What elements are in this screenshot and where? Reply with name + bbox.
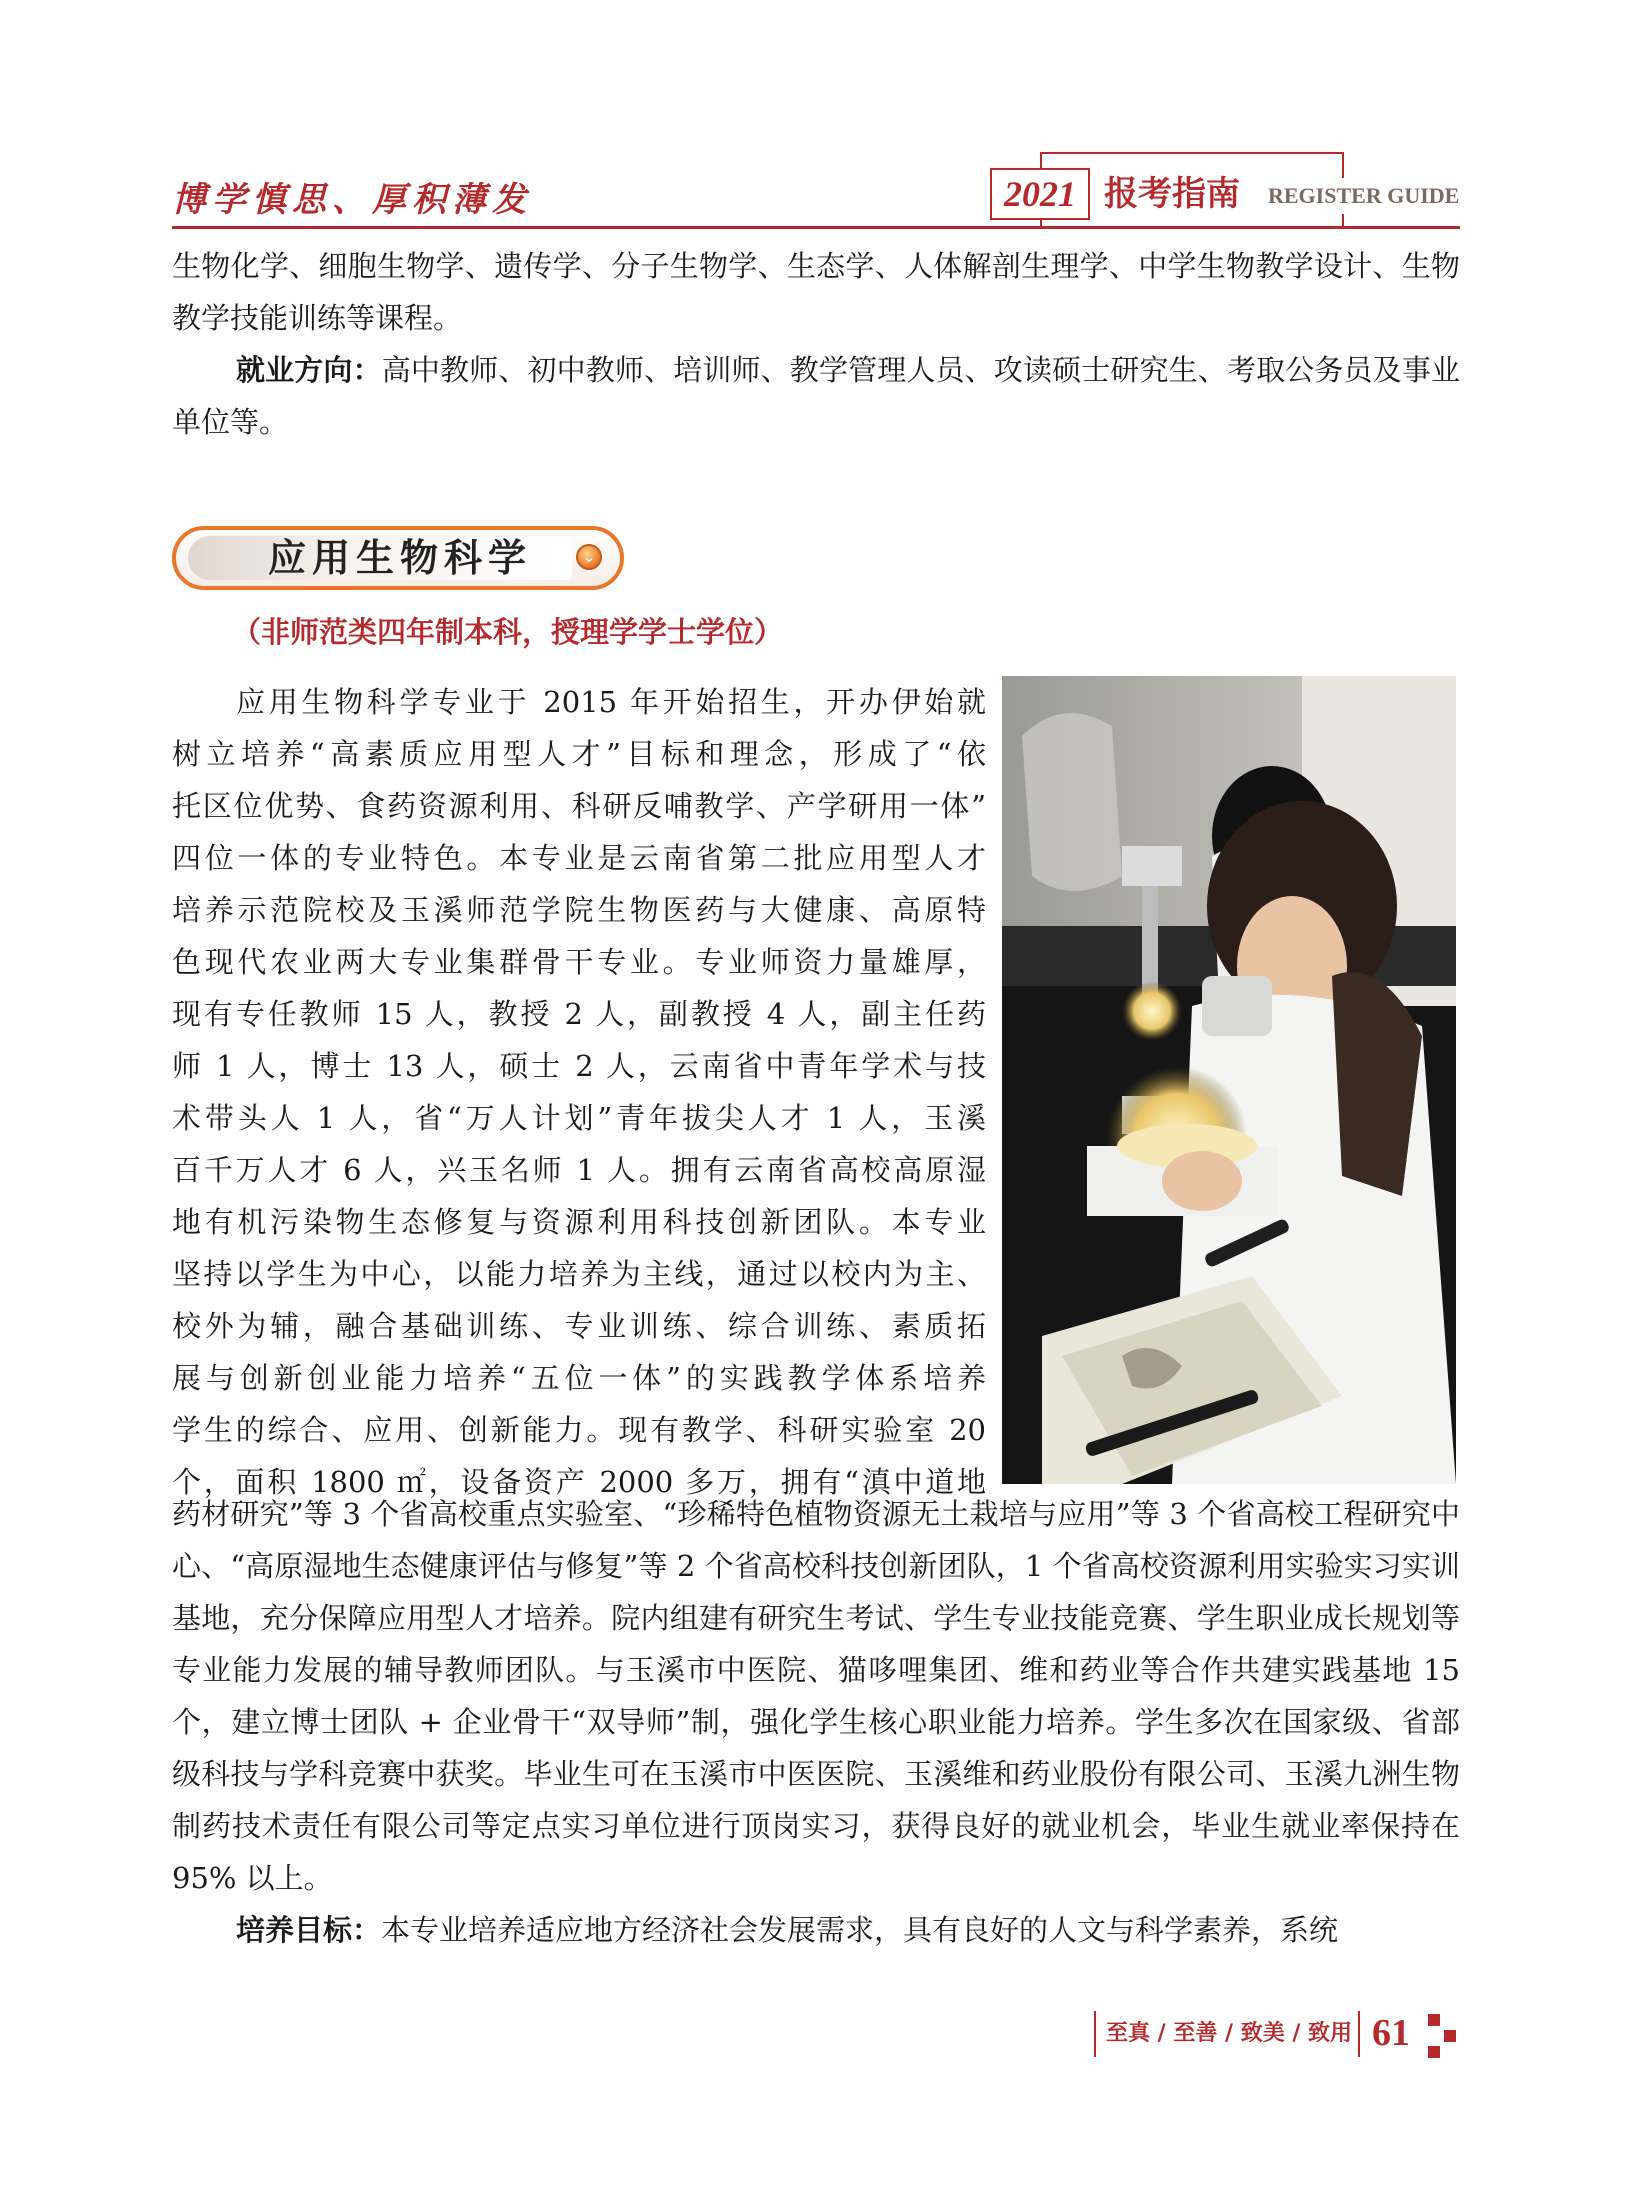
footer-square — [1444, 2030, 1456, 2042]
body-line: 校外为辅，融合基础训练、专业训练、综合训练、素质拓 — [172, 1309, 986, 1343]
body-line: 个，面积 1800 ㎡，设备资产 2000 多万，拥有“滇中道地 — [172, 1465, 986, 1499]
header-divider — [172, 226, 1460, 229]
header-guide-title: 报考指南 — [1104, 174, 1240, 214]
page-number: 61 — [1372, 2012, 1410, 2054]
section-subtitle: （非师范类四年制本科，授理学学士学位） — [232, 615, 784, 649]
body-line: 色现代农业两大专业集群骨干专业。专业师资力量雄厚， — [172, 945, 986, 979]
body-text-continuation: 药材研究”等 3 个省高校重点实验室、“珍稀特色植物资源无土栽培与应用”等 3 个省高校工程研究中心、“高原湿地生态健康评估与修复”等 2 个省高校科技创新团队，1 个省高校资源利用实验实习实训基地，充分保障应用型人才培养。院内组建有研究生考试、学生专业技能竞赛、学生职业成长规划等专业能力发展的辅导教师团队。与玉溪市中医院、猫哆哩集团、维和药业等合作共建实践基地 15 个，建立博士团队 + 企业骨干“双导师”制，强化学生核心职业能力培养。学生多次在国家级、省部级科技与学科竞赛中获奖。毕业生可在玉溪市中医医院、玉溪维和药业股份有限公司、玉溪九洲生物制药技术责任有限公司等定点实习单位进行顶岗实习，获得良好的就业机会，毕业生就业率保持在 95% 以上。 — [172, 1497, 1460, 1895]
section-title: 应用生物科学 — [268, 535, 533, 580]
body-line: 四位一体的专业特色。本专业是云南省第二批应用型人才 — [172, 841, 986, 875]
body-line: 展与创新创业能力培养“五位一体”的实践教学体系培养 — [172, 1361, 986, 1395]
intro-paragraph-courses: 生物化学、细胞生物学、遗传学、分子生物学、生态学、人体解剖生理学、中学生物教学设计、生物教学技能训练等课程。 — [172, 249, 1460, 335]
lab-photo-illustration — [1002, 676, 1456, 1484]
header-year: 2021 — [990, 168, 1090, 220]
header-guide-block — [990, 152, 1470, 232]
body-line: 现有专任教师 15 人，教授 2 人，副教授 4 人，副主任药 — [172, 997, 986, 1031]
lab-photo — [1002, 676, 1456, 1484]
body-line: 培养示范院校及玉溪师范学院生物医药与大健康、高原特 — [172, 893, 986, 927]
chevron-down-icon: ⌄ — [576, 544, 602, 570]
footer-divider-right — [1358, 2011, 1360, 2057]
employment-label: 就业方向： — [236, 353, 382, 387]
footer-motto: 至真 / 至善 / 致美 / 致用 — [1106, 2021, 1353, 2046]
header-guide-english: REGISTER GUIDE — [1266, 178, 1461, 214]
body-line: 应用生物科学专业于 2015 年开始招生，开办伊始就 — [236, 685, 986, 719]
body-line: 树立培养“高素质应用型人才”目标和理念，形成了“依 — [172, 737, 986, 771]
training-goal-paragraph — [172, 1904, 1460, 1956]
body-line: 地有机污染物生态修复与资源利用科技创新团队。本专业 — [172, 1205, 986, 1239]
body-line: 坚持以学生为中心，以能力培养为主线，通过以校内为主、 — [172, 1257, 986, 1291]
body-line: 百千万人才 6 人，兴玉名师 1 人。拥有云南省高校高原湿 — [172, 1153, 986, 1187]
footer-divider-left — [1094, 2011, 1096, 2057]
training-goal-label: 培养目标： — [236, 1913, 382, 1947]
header-year-box — [990, 168, 1090, 220]
footer-square — [1428, 2046, 1440, 2058]
intro-paragraph-employment — [172, 344, 1460, 448]
section-heading — [172, 526, 624, 590]
body-line: 师 1 人，博士 13 人，硕士 2 人，云南省中青年学术与技 — [172, 1049, 986, 1083]
footer-square — [1428, 2014, 1440, 2026]
body-line: 学生的综合、应用、创新能力。现有教学、科研实验室 20 — [172, 1413, 986, 1447]
employment-text: 高中教师、初中教师、培训师、教学管理人员、攻读硕士研究生、考取公务员及事业单位等。 — [172, 353, 1460, 439]
header-motto: 博学慎思、厚积薄发 — [172, 180, 532, 220]
training-goal-text: 本专业培养适应地方经济社会发展需求，具有良好的人文与科学素养，系统 — [381, 1913, 1339, 1947]
body-line: 术带头人 1 人，省“万人计划”青年拔尖人才 1 人，玉溪 — [172, 1101, 986, 1135]
body-line: 托区位优势、食药资源利用、科研反哺教学、产学研用一体” — [172, 789, 986, 823]
